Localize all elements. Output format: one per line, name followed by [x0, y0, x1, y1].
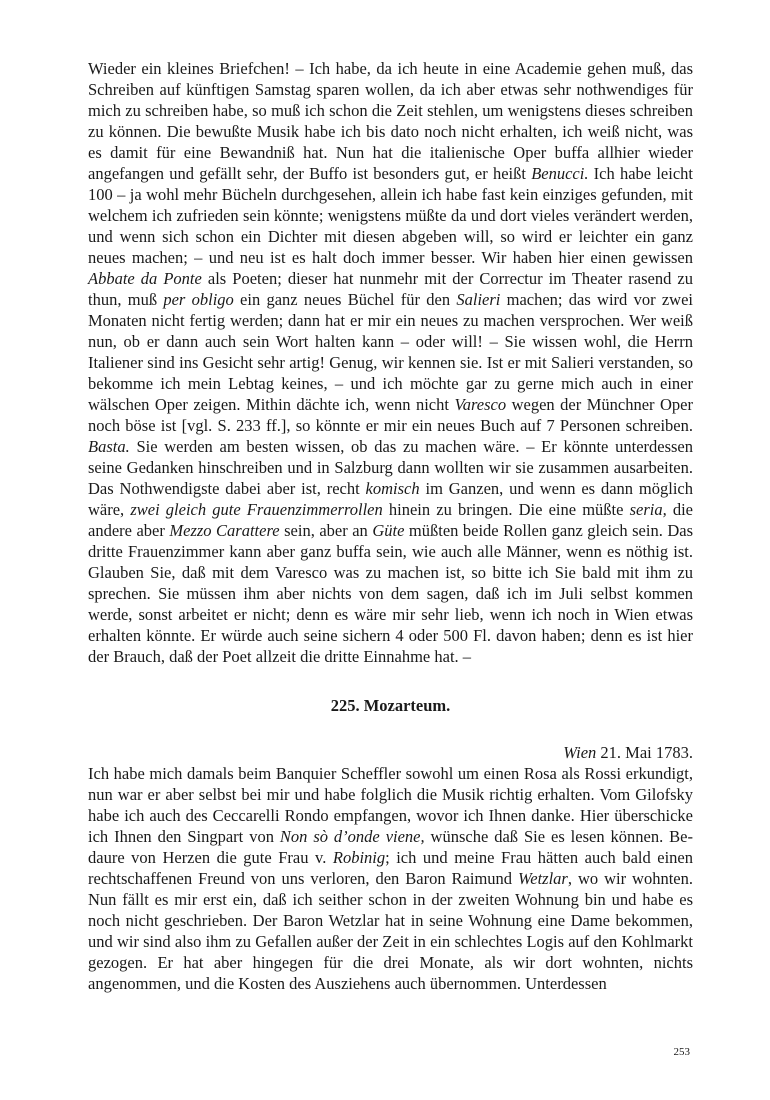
italic-run: Basta. [88, 437, 130, 456]
text-run: ein ganz neues Büchel für den [233, 290, 457, 309]
text-run: Sie werden am besten wissen, ob das zu machen wäre. – Er könnte unterdessen seine Gedanken hinschreiben und in Salzburg dann wollten wir sie zusammen ausarbeiten. Das Nothwendigste dabei aber ist, recht [88, 437, 693, 498]
text-run: wegen der Münchner Oper noch böse ist [vgl. S. 233 ff.], so könnte er mir ein neues Buch auf 7 Personen schreiben. [88, 395, 693, 435]
italic-run: seria, [629, 500, 667, 519]
text-run: hinein zu bringen. Die eine müßte [382, 500, 630, 519]
text-run: Wieder ein kleines Briefchen! – Ich habe, da ich heute in eine Academie gehen muß, das Schreiben auf künftigen Samstag sparen wollen, da ich aber etwas sehr nothwendiges für mich zu schreiben habe, so muß ich schon die Zeit stehlen, um wenigstens dieses schreiben zu können. Die bewußte Musik habe ich bis dato noch nicht erhalten, ich weiß nicht, was es damit für eine Bewandniß hat. Nun hat die italienische Oper buffa allhier wieder angefangen und gefällt sehr, der Buffo ist besonders gut, er heißt [88, 59, 693, 183]
italic-run: Varesco [454, 395, 507, 414]
italic-run: komisch [365, 479, 420, 498]
italic-run: Güte [372, 521, 405, 540]
italic-run: Mezzo Carattere [169, 521, 280, 540]
italic-run: Wetzlar [518, 869, 568, 888]
letter-dateline [88, 742, 693, 763]
text-run: ; ich und meine Frau hätten auch bald einen rechtschaffenen Freund von uns verloren, den Baron Raimund [88, 848, 694, 888]
text-run: sein, aber an [279, 521, 373, 540]
text-run: die andere aber [88, 500, 694, 540]
date-place: Wien [563, 743, 597, 762]
italic-run: zwei gleich gute Frauenzimmerrollen [130, 500, 383, 519]
text-run: Ich habe mich damals beim Banquier Scheffler sowohl um einen Rosa als Rossi erkundigt, nun war er aber selbst bei mir und habe folglich die Musik richtig erhalten. Vom Gilofsky habe ich auch des Ceccarelli Rondo empfangen, wovor ich Ihnen danke. Hier überschicke ich Ihnen den Singpart von [88, 764, 693, 846]
italic-run: Salieri [456, 290, 501, 309]
italic-run: Abbate da Ponte [88, 269, 202, 288]
italic-run: per obligo [163, 290, 234, 309]
italic-run: Robinig [332, 848, 386, 867]
text-run: im Ganzen, und wenn es dann möglich wäre, [88, 479, 693, 519]
italic-run: Benucci. [531, 164, 589, 183]
page-body [88, 58, 693, 994]
text-run: wünsche daß Sie es lesen können. Bedaure von Herzen die gute Frau v. [88, 827, 693, 867]
text-run: , wo wir wohnten. Nun fällt es mir erst ein, daß ich seither schon in der zweiten Wohnung bin und habe es noch nicht geschrieben. Der Baron Wetzlar hat in seine Wohnung eine Dame bekommen, und wir sind also ihm zu Gefallen außer der Zeit in ein schlechtes Logis auf den Kohlmarkt gezogen. Er hat aber hingegen für die drei Monate, als wir dort wohnten, nichts angenommen, und die Kosten des Ausziehens auch übernommen. Unterdessen [88, 869, 693, 993]
text-run: müßten beide Rollen ganz gleich sein. Das dritte Frauenzimmer kann aber ganz buffa sein, wie auch alle Männer, wenn es nöthig ist. Glauben Sie, daß mit dem Varesco was zu machen ist, so bitte ich Sie bald mit ihm zu sprechen. Sie müssen ihm aber nichts von dem sagen, daß ich im Juli selbst kommen werde, sonst arbeitet er nicht; denn es wäre mir sehr lieb, wenn ich noch in Wien etwas erhalten könnte. Er würde auch seine sichern 4 oder 500 Fl. davon haben; denn es ist hier der Brauch, daß der Poet allzeit die dritte Einnahme hat. – [88, 521, 693, 666]
letter-224-text [88, 58, 693, 667]
letter-225-text [88, 763, 693, 994]
letter-heading: 225. Mozarteum. [330, 696, 451, 715]
date-text: 21. Mai 1783. [596, 743, 693, 762]
text-run: als Poeten; dieser hat nunmehr mit der Correctur im Theater rasend zu thun, muß [88, 269, 693, 309]
text-run: Ich habe leicht 100 – ja wohl mehr Bücheln durchgesehen, allein ich habe fast kein einziges gefunden, mit welchem ich zufrieden sein könnte; wenigstens müßte da und dort vieles verändert werden, und wenn sich schon ein Dichter mit diesen abgeben will, so wird er leichter ein ganz neues machen; – und neu ist es halt doch immer besser. Wir haben hier einen gewissen [88, 164, 693, 267]
text-run: machen; das wird vor zwei Monaten nicht fertig werden; dann hat er mir ein neues zu machen versprochen. Wer weiß nun, ob er dann auch sein Wort halten kann – oder will! – Sie wissen wohl, die Herrn Italiener sind ins Gesicht sehr artig! Genug, wir kennen sie. Ist er mit Salieri verstanden, so bekomme ich mein Lebtag keines, – und ich möchte gar zu gerne mich auch in einer wälschen Oper zeigen. Mithin dächte ich, wenn nicht [88, 290, 693, 414]
italic-run: Non sò d’onde viene, [279, 827, 425, 846]
page-number: 253 [673, 1046, 690, 1058]
